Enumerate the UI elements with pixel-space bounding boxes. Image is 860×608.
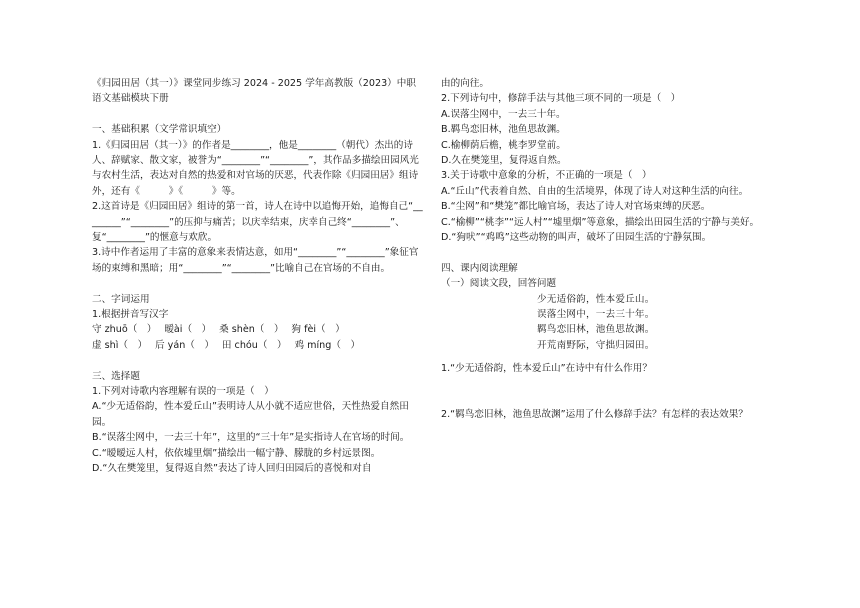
- option-3-2-b: B.羁鸟恋旧林，池鱼思故渊。: [441, 124, 566, 136]
- section-1-heading: 一、基础积累（文学常识填空）: [92, 124, 227, 136]
- option-3-3-a: A.“丘山”代表着自然、自由的生活境界，体现了诗人对这种生活的向往。: [441, 185, 749, 197]
- poem-line: 开荒南野际，守拙归园田。: [537, 339, 655, 351]
- section-2-heading: 二、字词运用: [92, 293, 150, 305]
- question-1-2: 2.这首诗是《归园田居》组诗的第一首，诗人在诗中以追悔开始，追悔自己“________”“________”的压抑与痛苦；以庆幸结束，庆幸自己终“________”、复“________”的惬意与欢欣。: [92, 201, 423, 244]
- poem-excerpt: [537, 292, 781, 354]
- right-column: [441, 76, 781, 423]
- option-3-2-d: D.久在樊笼里，复得返自然。: [441, 155, 567, 167]
- reading-question-1: 1.“少无适俗韵，性本爱丘山”在诗中有什么作用？: [441, 363, 652, 375]
- pinyin-row-2: 虚 shì（ ） 后 yán（ ） 田 chóu（ ） 鸡 míng（ ）: [92, 339, 361, 351]
- question-1-1: 1.《归园田居（其一）》的作者是________，他是________（朝代）杰出的诗人、辞赋家、散文家，被誉为“________”“________”，其作品多描绘田园风光与农村生活，表达对自然的热爱和对官场的厌恶，代表作除《归园田居》组诗外，还有《 》《 》等。: [92, 139, 419, 197]
- pinyin-row-1: 守 zhuō（ ） 暧ài（ ） 桑 shèn（ ） 狗 fèi（ ）: [92, 324, 345, 336]
- option-3-2-c: C.榆柳荫后檐，桃李罗堂前。: [441, 139, 566, 151]
- question-2-1: 1.根据拼音写汉字: [92, 309, 169, 321]
- section-4-heading: 四、课内阅读理解: [441, 262, 518, 274]
- reading-question-2: 2.“羁鸟恋旧林，池鱼思故渊”运用了什么修辞手法？有怎样的表达效果？: [441, 409, 748, 421]
- document-title: 《归园田居（其一）》课堂同步练习 2024 - 2025 学年高教版（2023）中职语文基础模块下册: [92, 78, 416, 105]
- question-3-3: 3.关于诗歌中意象的分析，不正确的一项是（ ）: [441, 170, 652, 182]
- question-3-2: 2.下列诗句中，修辞手法与其他三项不同的一项是（ ）: [441, 93, 681, 105]
- question-1-3: 3.诗中作者运用了丰富的意象来表情达意，如用“________”“________”象征官场的束缚和黑暗；用“________”“________”比喻自己在官场的不自由。: [92, 247, 419, 274]
- option-3-1-d: D.“久在樊笼里，复得返自然”表达了诗人回归田园后的喜悦和对自: [92, 463, 372, 475]
- poem-line: 误落尘网中，一去三十年。: [537, 309, 655, 321]
- option-3-3-b: B.“尘网”和“樊笼”都比喻官场，表达了诗人对官场束缚的厌恶。: [441, 201, 711, 213]
- question-3-1: 1.下列对诗歌内容理解有误的一项是（ ）: [92, 386, 274, 398]
- option-3-1-b: B.“误落尘网中，一去三十年”，这里的“三十年”是实指诗人在官场的时间。: [92, 432, 410, 444]
- option-3-1-c: C.“暧暧远人村，依依墟里烟”描绘出一幅宁静、朦胧的乡村远景图。: [92, 447, 381, 459]
- poem-line: 少无适俗韵，性本爱丘山。: [537, 293, 655, 305]
- continued-text: 由的向往。: [441, 78, 489, 89]
- option-3-1-a: A.“少无适俗韵，性本爱丘山”表明诗人从小就不适应世俗，天性热爱自然田园。: [92, 401, 409, 428]
- option-3-3-c: C.“榆柳”“桃李”“远人村”“墟里烟”等意象，描绘出田园生活的宁静与美好。: [441, 216, 760, 228]
- section-3-heading: 三、选择题: [92, 370, 140, 382]
- option-3-3-d: D.“狗吠”“鸡鸣”这些动物的叫声，破坏了田园生活的宁静氛围。: [441, 232, 712, 244]
- reading-subheading: （一）阅读文段，回答问题: [441, 278, 557, 290]
- option-3-2-a: A.误落尘网中，一去三十年。: [441, 108, 566, 120]
- poem-line: 羁鸟恋旧林，池鱼思故渊。: [537, 324, 655, 336]
- left-column: [92, 76, 424, 477]
